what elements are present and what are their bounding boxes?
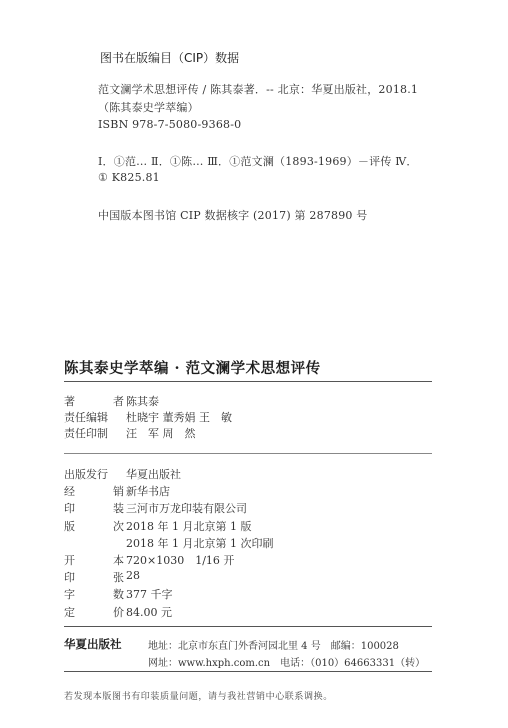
details-row: [64, 569, 140, 585]
field-label-part: 字: [64, 588, 75, 602]
divider-line: [64, 671, 432, 672]
field-label: [64, 518, 126, 534]
field-label: [64, 466, 126, 482]
publisher-address: 地址：北京市东直门外香河园北里 4 号 邮编：100028: [148, 641, 399, 652]
cip-classification-line: Ⅰ．①范… Ⅱ．①陈… Ⅲ．①范文澜（1893-1969）－评传 Ⅳ．: [98, 155, 418, 168]
divider-line: [64, 626, 432, 627]
details-row: [64, 518, 251, 534]
credits-row: [64, 425, 196, 441]
field-label: [64, 409, 126, 425]
field-value: 陈其泰: [126, 395, 159, 408]
field-label: [64, 552, 126, 568]
field-label: [64, 425, 126, 441]
field-label-part: 本: [113, 554, 124, 567]
details-row: [64, 483, 170, 499]
details-row: [64, 466, 181, 482]
cip-series-line: （陈其泰史学萃编）: [98, 101, 199, 114]
field-value: 2018 年 1 月北京第 1 版: [126, 519, 252, 533]
credits-row: [64, 393, 159, 409]
field-label-part: 责任编辑: [64, 411, 108, 424]
field-label-part: 定: [64, 605, 75, 619]
field-label: [64, 500, 126, 516]
field-label-part: 著: [64, 395, 75, 408]
divider-line: [64, 381, 432, 382]
field-label-part: 印: [64, 502, 75, 516]
field-label: [64, 535, 126, 551]
details-row: [64, 604, 172, 620]
field-label-part: 经: [64, 485, 75, 499]
field-label: [64, 586, 126, 602]
field-label-part: 责任印制: [64, 427, 108, 440]
cip-isbn-line: ISBN 978-7-5080-9368-0: [98, 118, 242, 131]
cip-classification-code: ① K825.81: [98, 171, 160, 184]
field-label-part: 数: [113, 588, 124, 602]
publisher-name: 华夏出版社: [64, 637, 122, 651]
field-value: 2018 年 1 月北京第 1 次印刷: [126, 536, 274, 550]
credits-row: [64, 409, 232, 425]
cip-title: 图书在版编目（CIP）数据: [100, 51, 240, 65]
field-value: 三河市万龙印装有限公司: [126, 502, 247, 516]
cip-data-number: 中国版本图书馆 CIP 数据核字 (2017) 第 287890 号: [98, 209, 368, 222]
publisher-website: 网址：www.hxph.com.cn 电话：（010）64663331（转）: [148, 658, 426, 669]
field-value: 84.00 元: [126, 605, 172, 619]
cip-bibliographic-line: 范文澜学术思想评传 / 陈其泰著．-- 北京：华夏出版社，2018.1: [98, 83, 419, 96]
field-label-part: 装: [113, 502, 124, 516]
details-row: [64, 500, 247, 516]
field-label-part: 次: [113, 519, 124, 533]
details-row: [64, 552, 234, 568]
field-label-part: 印: [64, 571, 75, 585]
field-value: 720×1030 1/16 开: [126, 554, 235, 567]
quality-notice: 若发现本版图书有印装质量问题，请与我社营销中心联系调换。: [64, 692, 333, 702]
field-label-part: 出版发行: [64, 468, 108, 481]
details-row: [64, 535, 273, 551]
series-title: 陈其泰史学萃编 · 范文澜学术思想评传: [64, 360, 321, 377]
field-label-part: 者: [113, 395, 124, 408]
field-label-part: 价: [113, 605, 124, 619]
field-value: 新华书店: [126, 485, 170, 499]
field-label: [64, 569, 126, 585]
field-label: [64, 393, 126, 409]
field-label: [64, 483, 126, 499]
field-value: 华夏出版社: [126, 468, 181, 481]
field-label-part: 开: [64, 554, 75, 567]
field-value: 28: [126, 569, 140, 583]
field-value: 杜晓宇 董秀娟 王 敏: [126, 411, 232, 424]
field-label-part: 张: [113, 571, 124, 585]
field-value: 汪 军 周 然: [126, 427, 196, 440]
field-label-part: 版: [64, 519, 75, 533]
divider-line: [64, 453, 432, 454]
field-value: 377 千字: [126, 588, 173, 602]
details-row: [64, 586, 173, 602]
field-label: [64, 604, 126, 620]
field-label-part: 销: [113, 485, 124, 499]
